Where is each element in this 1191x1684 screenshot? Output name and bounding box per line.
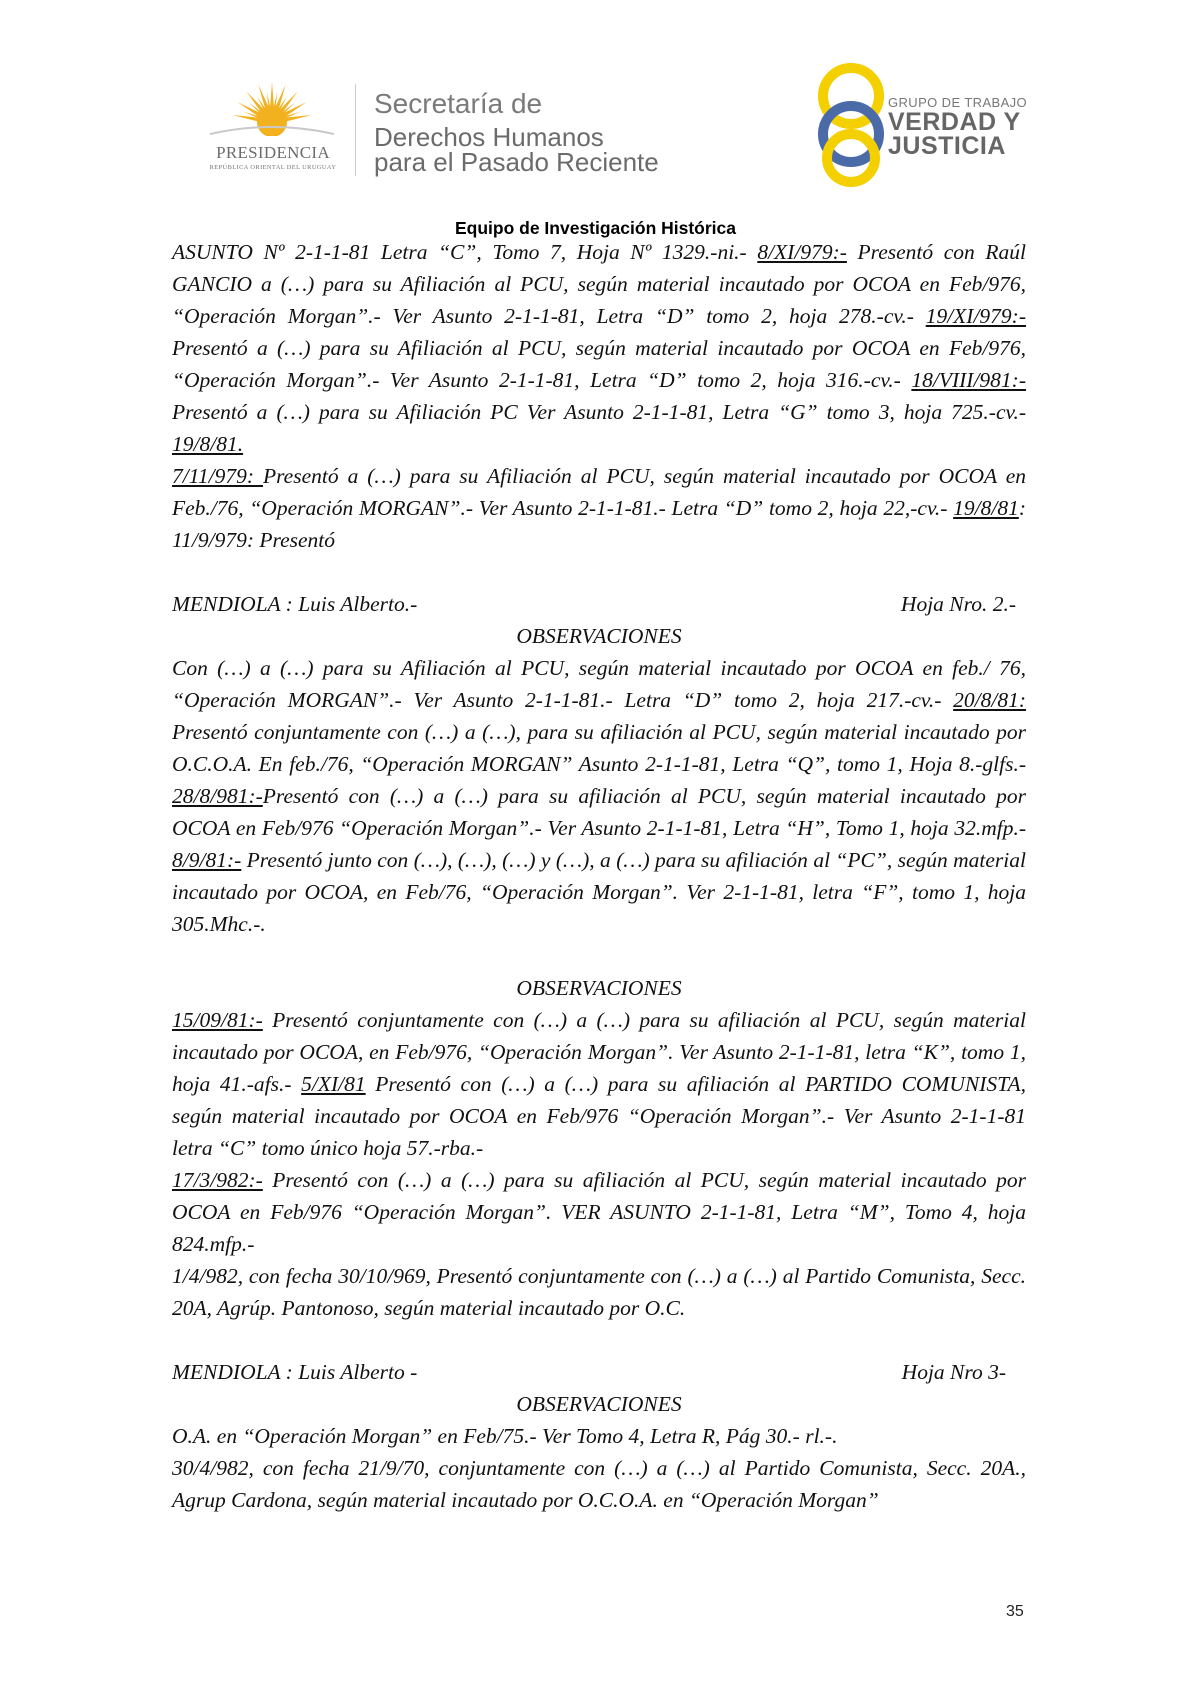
text-run: Presentó conjuntamente con (…) a (…) para su afiliación al PCU, según material incautado por OCOA, en Feb/976, “Operación Morgan”. Ver Asunto 2-1-1-81, letra “K”, tomo 1, hoja 41.-afs.- bbox=[172, 1008, 1026, 1096]
sheet-number: Hoja Nro 3- bbox=[901, 1360, 1006, 1384]
text-run: Presentó a (…) para su Afiliación al PCU, según material incautado por OCOA en Feb./76, “Operación MORGAN”.- Ver Asunto 2-1-1-81.- Letra “D” tomo 2, hoja 22,-cv.- bbox=[172, 464, 1026, 520]
observaciones-heading: OBSERVACIONES bbox=[516, 976, 682, 1000]
paragraph-7: O.A. en “Operación Morgan” en Feb/75.- Ver Tomo 4, Letra R, Pág 30.- rl.-. bbox=[172, 1424, 838, 1448]
sun-emblem-icon bbox=[196, 78, 348, 178]
grupo-line-1: GRUPO DE TRABAJO bbox=[888, 95, 1028, 110]
text-run: Presentó a (…) para su Afiliación PC Ver Asunto 2-1-1-81, Letra “G” tomo 3, hoja 725.-cv.- bbox=[172, 400, 1026, 424]
record-header-2 bbox=[172, 1356, 1026, 1388]
date-underlined: 15/09/81:- bbox=[172, 1008, 263, 1032]
text-run: Presentó con Raúl GANCIO a (…) para su Afiliación al PCU, según material incautado por OCOA en Feb/976, “Operación Morgan”.- Ver Asunto 2-1-1-81, Letra “D” tomo 2, hoja 278.-cv.- bbox=[172, 240, 1026, 328]
text-run: Presentó conjuntamente con (…) a (…), para su afiliación al PCU, según material incautado por O.C.O.A. En feb./76, “Operación MORGAN” Asunto 2-1-1-81, Letra “Q”, tomo 1, Hoja 8.-glfs.- bbox=[172, 720, 1026, 776]
text-run: Con (…) a (…) para su Afiliación al PCU, según material incautado por OCOA en feb./ 76, “Operación MORGAN”.- Ver Asunto 2-1-1-81.- Letra “D” tomo 2, hoja 217.-cv.- bbox=[172, 656, 1026, 712]
sheet-number: Hoja Nro. 2.- bbox=[900, 592, 1016, 616]
text-run: ASUNTO Nº 2-1-1-81 Letra “C”, Tomo 7, Hoja Nº 1329.-ni.- bbox=[172, 240, 758, 264]
spacer bbox=[172, 556, 1026, 588]
spacer bbox=[172, 940, 1026, 972]
paragraph-6: 1/4/982, con fecha 30/10/969, Presentó conjuntamente con (…) a (…) al Partido Comunista, Secc. 20A, Agrúp. Pantonoso, según material incautado por O.C. bbox=[172, 1264, 1026, 1320]
record-header-1 bbox=[172, 588, 1026, 620]
record-name: MENDIOLA : Luis Alberto - bbox=[172, 1360, 418, 1384]
text-run: Presentó con (…) a (…) para su afiliación al PCU, según material incautado por OCOA en Feb/976 “Operación Morgan”. VER ASUNTO 2-1-1-81, Letra “M”, Tomo 4, hoja 824.mfp.- bbox=[172, 1168, 1026, 1256]
grupo-line-3: JUSTICIA bbox=[888, 132, 1006, 160]
paragraph-8: 30/4/982, con fecha 21/9/70, conjuntamente con (…) a (…) al Partido Comunista, Secc. 20A., Agrup Cardona, según material incautado por O.C.O.A. en “Operación Morgan” bbox=[172, 1456, 1026, 1512]
observaciones-heading: OBSERVACIONES bbox=[516, 624, 682, 648]
text-run: Presentó junto con (…), (…), (…) y (…), a (…) para su afiliación al “PC”, según material incautado por OCOA, en Feb/76, “Operación Morgan”. Ver 2-1-1-81, letra “F”, tomo 1, hoja 305.Mhc.-. bbox=[172, 848, 1026, 936]
date-underlined: 8/XI/979:- bbox=[757, 240, 847, 264]
interlocked-rings-icon bbox=[808, 62, 894, 188]
secretaria-line-2: Derechos Humanos bbox=[374, 122, 604, 152]
page-number: 35 bbox=[1006, 1603, 1024, 1620]
record-name: MENDIOLA : Luis Alberto.- bbox=[172, 592, 418, 616]
equipo-title: Equipo de Investigación Histórica bbox=[454, 218, 737, 238]
paragraph-4 bbox=[172, 1004, 1026, 1164]
date-underlined: 19/8/81 bbox=[953, 496, 1019, 520]
text-run: Presentó con (…) a (…) para su afiliación al PARTIDO COMUNISTA, según material incautado por OCOA en Feb/976 “Operación Morgan”.- Ver Asunto 2-1-1-81 letra “C” tomo único hoja 57.-rba.- bbox=[172, 1072, 1026, 1160]
date-underlined: 19/XI/979:- bbox=[925, 304, 1026, 328]
date-underlined: 28/8/981:- bbox=[172, 784, 263, 808]
date-underlined: 20/8/81: bbox=[953, 688, 1026, 712]
secretaria-line-1: Secretaría de bbox=[374, 88, 543, 119]
date-underlined: 17/3/982:- bbox=[172, 1168, 263, 1192]
paragraph-3 bbox=[172, 652, 1026, 940]
grupo-line-2: VERDAD Y bbox=[888, 108, 1021, 136]
page-header bbox=[0, 0, 1191, 210]
date-underlined: 7/11/979: bbox=[172, 464, 263, 488]
document-body bbox=[172, 236, 1026, 1516]
text-run: Presentó con (…) a (…) para su afiliación al PCU, según material incautado por OCOA en Feb/976 “Operación Morgan”.- Ver Asunto 2-1-1-81, Letra “H”, Tomo 1, hoja 32.mfp.- bbox=[172, 784, 1026, 840]
paragraph-5 bbox=[172, 1164, 1026, 1260]
date-underlined: 8/9/81:- bbox=[172, 848, 242, 872]
header-divider bbox=[355, 84, 356, 176]
paragraph-2 bbox=[172, 460, 1026, 556]
secretaria-line-3: para el Pasado Reciente bbox=[374, 147, 659, 177]
paragraph-1 bbox=[172, 236, 1026, 460]
presidencia-label: PRESIDENCIA bbox=[216, 143, 330, 162]
text-run: : 11/9/979: Presentó bbox=[172, 496, 1026, 552]
observaciones-heading: OBSERVACIONES bbox=[516, 1392, 682, 1416]
text-run: Presentó a (…) para su Afiliación al PCU, según material incautado por OCOA en Feb/976, “Operación Morgan”.- Ver Asunto 2-1-1-81, Letra “D” tomo 2, hoja 316.-cv.- bbox=[172, 336, 1026, 392]
date-underlined: 19/8/81. bbox=[172, 432, 244, 456]
presidencia-subtitle: REPÚBLICA ORIENTAL DEL URUGUAY bbox=[209, 164, 337, 171]
date-underlined: 18/VIII/981:- bbox=[911, 368, 1026, 392]
date-underlined: 5/XI/81 bbox=[301, 1072, 366, 1096]
spacer bbox=[172, 1324, 1026, 1356]
